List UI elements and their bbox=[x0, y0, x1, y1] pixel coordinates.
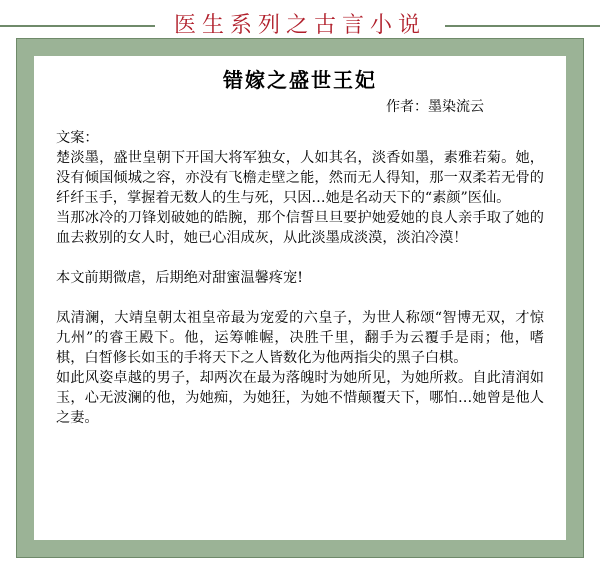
book-author: 作者：墨染流云 bbox=[386, 99, 484, 115]
book-title: 错嫁之盛世王妃 bbox=[223, 68, 377, 92]
paragraph-gap bbox=[56, 248, 544, 268]
paragraph-gap bbox=[56, 288, 544, 308]
synopsis-paragraph-5: 如此风姿卓越的男子，却两次在最为落魄时为她所见，为她所救。自此清润如玉，心无波澜的他，为她痴，为她狂，为她不惜颠覆天下，哪怕…她曾是他人之妻。 bbox=[56, 370, 544, 426]
banner-title: 医生系列之古言小说 bbox=[155, 10, 445, 42]
synopsis-card bbox=[34, 56, 566, 540]
synopsis-text bbox=[56, 128, 544, 428]
synopsis-paragraph-2: 当那冰冷的刀锋划破她的皓腕，那个信誓旦旦要护她爱她的良人亲手取了她的血去救别的女人时，她已心泪成灰，从此淡墨成淡漠，淡泊冷漠！ bbox=[56, 210, 544, 246]
synopsis-paragraph-3: 本文前期微虐，后期绝对甜蜜温馨疼宠! bbox=[56, 270, 303, 286]
synopsis-label: 文案： bbox=[56, 130, 99, 146]
synopsis-paragraph-1: 楚淡墨，盛世皇朝下开国大将军独女，人如其名，淡香如墨，素雅若菊。她，没有倾国倾城之容，亦没有飞檐走壁之能，然而无人得知，那一双柔若无骨的纤纤玉手，掌握着无数人的生与死，只因…她是名动天下的“素颜”医仙。 bbox=[56, 150, 544, 206]
synopsis-paragraph-4: 凤清澜，大靖皇朝太祖皇帝最为宠爱的六皇子，为世人称颂“智博无双，才惊九州”的睿王殿下。他，运筹帷幄，决胜千里，翻手为云覆手是雨；他，嗜棋，白皙修长如玉的手将天下之人皆数化为他两指尖的黑子白棋。 bbox=[56, 310, 544, 366]
